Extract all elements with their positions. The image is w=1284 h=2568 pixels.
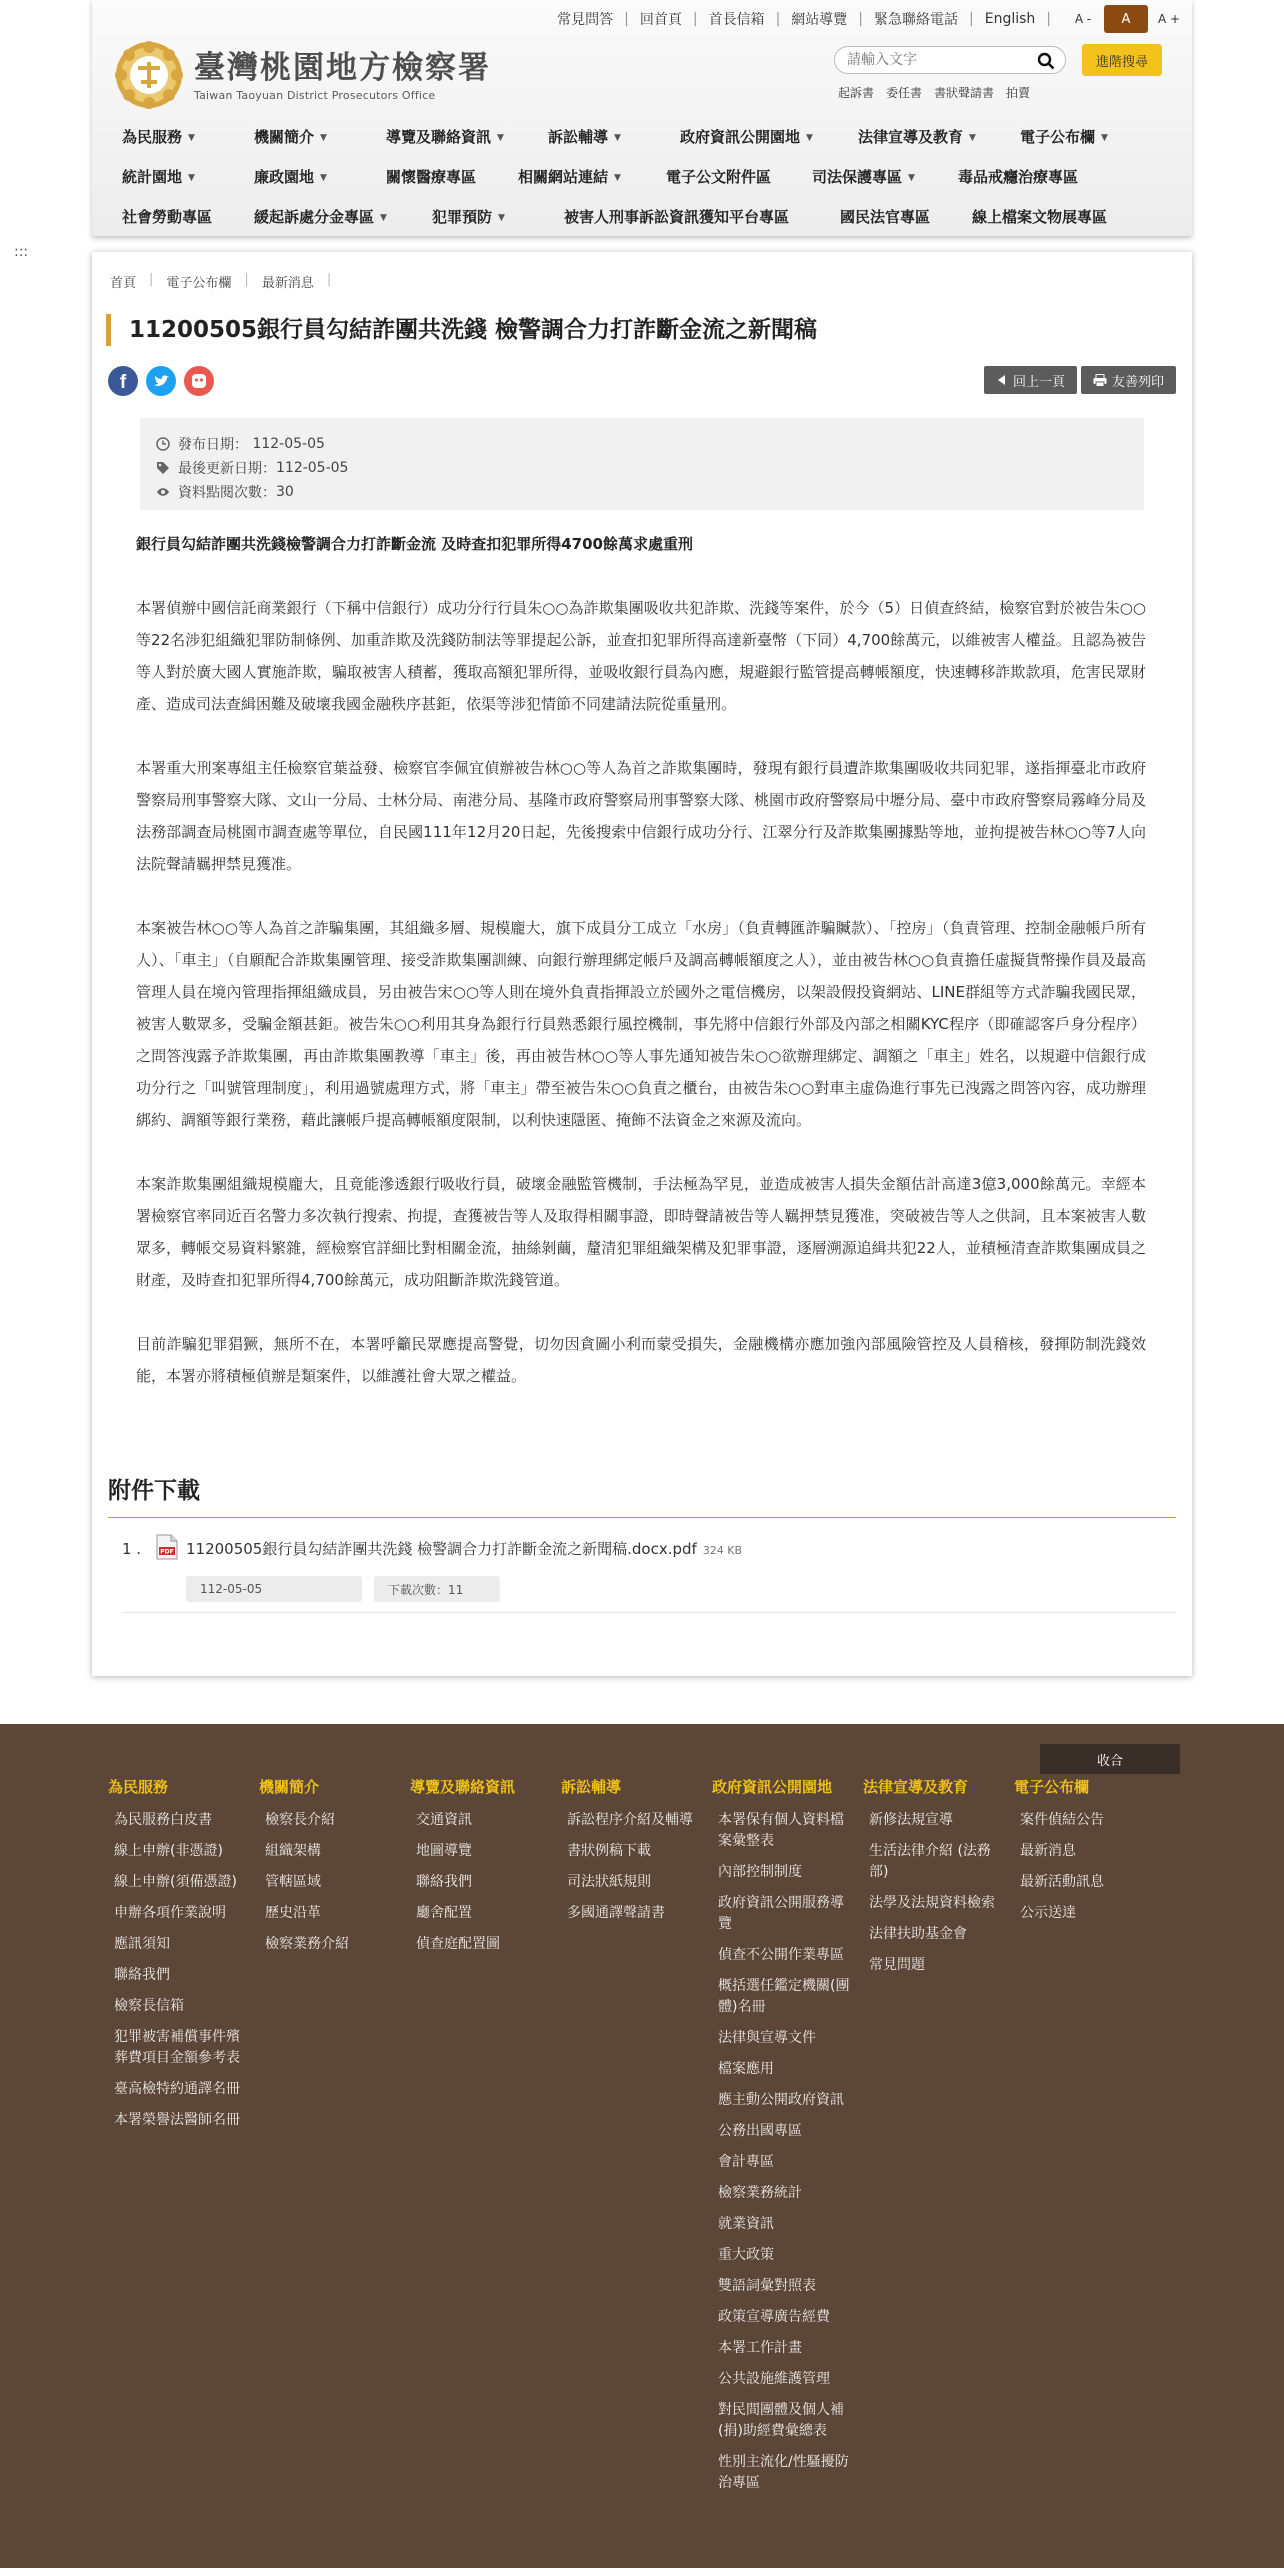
view-count: 資料點閱次數： 30 — [156, 480, 1128, 504]
footer-link[interactable]: 多國通譯聲請書 — [567, 1905, 665, 1921]
caret-down-icon: ▼ — [806, 133, 813, 143]
hotword-link[interactable]: 起訴書 — [838, 86, 875, 100]
attachment-date: 112-05-05 — [186, 1576, 362, 1602]
footer-link[interactable]: 檔案應用 — [718, 2061, 774, 2077]
hotword-link[interactable]: 委任書 — [886, 86, 923, 100]
footer-link[interactable]: 線上申辦(須備憑證) — [114, 1874, 237, 1890]
main-content — [92, 252, 1192, 1676]
footer-link[interactable]: 概括選任鑑定機關(團體)名冊 — [718, 1978, 850, 2015]
action-buttons — [984, 366, 1176, 394]
footer-link[interactable]: 就業資訊 — [718, 2216, 774, 2232]
footer-link[interactable]: 組織架構 — [265, 1843, 321, 1859]
nav-item-statistics[interactable]: 統計園地 ▼ — [122, 168, 195, 186]
nav-item-legal-education[interactable]: 法律宣導及教育 ▼ — [858, 128, 976, 146]
footer-column-title[interactable]: 政府資訊公開園地 — [712, 1778, 833, 1796]
search-icon[interactable] — [1037, 52, 1055, 70]
footer-link[interactable]: 法律扶助基金會 — [869, 1926, 967, 1942]
footer-column-title[interactable]: 為民服務 — [108, 1778, 169, 1796]
footer-link[interactable]: 書狀例稿下載 — [567, 1843, 651, 1859]
attachment-downloads: 下載次數：11 — [374, 1576, 500, 1602]
emblem-icon — [112, 38, 186, 112]
footer-link[interactable]: 管轄區域 — [265, 1874, 321, 1890]
font-size-medium-button[interactable]: A — [1104, 5, 1148, 33]
caret-down-icon: ▼ — [614, 173, 621, 183]
caret-down-icon: ▼ — [320, 173, 327, 183]
font-size-small-button[interactable]: A - — [1074, 12, 1092, 26]
nav-item-guide-contact[interactable]: 導覽及聯絡資訊 ▼ — [386, 128, 504, 146]
footer-link[interactable]: 訴訟程序介紹及輔導 — [567, 1812, 693, 1828]
nav-item-drug-treatment[interactable]: 毒品戒癮治療專區 — [958, 168, 1079, 186]
footer-link[interactable]: 為民服務白皮書 — [114, 1812, 212, 1828]
footer-link[interactable]: 線上申辦(非憑證) — [114, 1843, 223, 1859]
footer-link[interactable]: 聯絡我們 — [114, 1967, 170, 1983]
footer-link[interactable]: 聯絡我們 — [416, 1874, 472, 1890]
footer-link[interactable]: 新修法規宣導 — [869, 1812, 953, 1828]
nav-item-deferred-prosecution[interactable]: 緩起訴處分金專區 ▼ — [254, 208, 387, 226]
footer-link[interactable]: 應主動公開政府資訊 — [718, 2092, 844, 2108]
footer-link[interactable]: 檢察長信箱 — [114, 1998, 184, 2014]
footer-link[interactable]: 法律與宣導文件 — [718, 2030, 816, 2046]
footer-link[interactable]: 性別主流化/性騷擾防治專區 — [718, 2454, 849, 2491]
attachments-title: 附件下載 — [108, 1472, 1176, 1518]
font-size-large-button[interactable]: A + — [1157, 12, 1181, 26]
tag-icon — [156, 461, 170, 475]
nav-item-related-links[interactable]: 相關網站連結 ▼ — [518, 168, 621, 186]
toplink-english[interactable]: English — [984, 11, 1036, 27]
footer-link[interactable]: 公務出國專區 — [718, 2123, 802, 2139]
publish-date: 發布日期： 112-05-05 — [156, 432, 1128, 456]
nav-item-judicial-protection[interactable]: 司法保護專區 ▼ — [812, 168, 915, 186]
toplink-emergency[interactable]: 緊急聯絡電話 — [874, 12, 958, 28]
caret-down-icon: ▼ — [188, 173, 195, 183]
site-name-en: Taiwan Taoyuan District Prosecutors Office — [194, 88, 436, 102]
print-button[interactable]: 友善列印 — [1081, 366, 1176, 394]
footer-link[interactable]: 常見問題 — [869, 1957, 925, 1973]
plurk-icon — [184, 366, 214, 396]
footer-link[interactable]: 應訊須知 — [114, 1936, 170, 1952]
footer-column — [259, 1776, 399, 1965]
footer-link[interactable]: 案件偵結公告 — [1020, 1812, 1104, 1828]
site-header — [92, 0, 1192, 236]
nav-item-integrity[interactable]: 廉政園地 ▼ — [254, 168, 327, 186]
nav-item-victim-info[interactable]: 被害人刑事訴訟資訊獲知平台專區 — [564, 208, 790, 226]
footer-link[interactable]: 雙語詞彙對照表 — [718, 2278, 816, 2294]
breadcrumb-home[interactable]: 首頁 — [110, 276, 137, 291]
hot-keywords — [838, 84, 1030, 101]
site-logo[interactable] — [112, 38, 491, 112]
article-lead: 銀行員勾結詐團共洗錢檢警調合力打詐斷金流 及時查扣犯罪所得4700餘萬求處重刑 — [136, 535, 693, 553]
search-box — [834, 46, 1066, 74]
breadcrumb-news[interactable]: 最新消息 — [261, 276, 314, 291]
nav-item-citizen-judges[interactable]: 國民法官專區 — [840, 208, 931, 226]
nav-item-bulletin[interactable]: 電子公布欄 ▼ — [1020, 128, 1108, 146]
footer-column-title[interactable]: 機關簡介 — [259, 1778, 320, 1796]
footer-column — [108, 1776, 248, 2141]
hotword-link[interactable]: 書狀聲請書 — [934, 86, 995, 100]
footer-collapse-button[interactable]: 收合 — [1040, 1744, 1180, 1774]
pdf-file-icon — [156, 1534, 178, 1560]
nav-item-gov-info[interactable]: 政府資訊公開園地 ▼ — [680, 128, 813, 146]
footer-link[interactable]: 內部控制制度 — [718, 1864, 802, 1880]
last-update-date: 最後更新日期： 112-05-05 — [156, 456, 1128, 480]
footer-link[interactable]: 地圖導覽 — [416, 1843, 472, 1859]
footer-link[interactable]: 犯罪被害補償事件殯葬費項目金額參考表 — [114, 2029, 240, 2066]
caret-down-icon: ▼ — [380, 213, 387, 223]
plurk-share-button[interactable] — [184, 366, 214, 396]
footer-link[interactable]: 會計專區 — [718, 2154, 774, 2170]
caret-down-icon: ▼ — [320, 133, 327, 143]
footer-column — [561, 1776, 701, 1934]
footer-link[interactable]: 政府資訊公開服務導覽 — [718, 1895, 844, 1932]
footer-link[interactable]: 司法狀紙規則 — [567, 1874, 651, 1890]
social-share — [108, 366, 214, 396]
top-links: 常見問答 | 回首頁 | 首長信箱 | 網站導覽 | 緊急聯絡電話 | English | A - A A + — [557, 0, 1184, 38]
article-info — [140, 418, 1144, 510]
breadcrumb-bulletin[interactable]: 電子公布欄 — [166, 276, 232, 291]
print-icon — [1093, 374, 1107, 387]
facebook-icon — [108, 366, 138, 396]
site-footer — [0, 1724, 1284, 2568]
hotword-link[interactable]: 拍賣 — [1006, 86, 1031, 100]
caret-down-icon: ▼ — [969, 133, 976, 143]
footer-link[interactable]: 檢察業務統計 — [718, 2185, 802, 2201]
article-paragraph: 本署偵辦中國信託商業銀行（下稱中信銀行）成功分行行員朱○○為詐欺集團吸收共犯詐欺、洗錢等案件，於今（5）日偵查終結，檢察官對於被告朱○○等22名涉犯組織犯罪防制條例、加重詐欺及洗錢防制法等罪提起公訴，並查扣犯罪所得高達新臺幣（下同）4,700餘萬元，以維被害人權益。且認為被告等人對於廣大國人實施詐欺，騙取被害人積蓄，獲取高額犯罪所得，並吸收銀行員為內應，規避銀行監管提高轉帳額度，快速轉移詐欺款項，危害民眾財產、造成司法查緝困難及破壞我國金融秩序甚鉅，依渠等涉犯情節不同建請法院從重量刑。 — [136, 599, 1146, 713]
search-input[interactable] — [835, 47, 1025, 73]
nav-row — [92, 116, 1192, 156]
attachment-link[interactable]: 11200505銀行員勾結詐團共洗錢 檢警調合力打詐斷金流之新聞稿.docx.pdf 324 KB — [186, 1540, 743, 1558]
caret-down-icon: ▼ — [498, 213, 505, 223]
clock-icon — [156, 437, 170, 451]
main-nav — [92, 116, 1192, 236]
eye-icon — [156, 485, 170, 499]
footer-link[interactable]: 最新消息 — [1020, 1843, 1076, 1859]
toplink-mailbox[interactable]: 首長信箱 — [708, 12, 765, 28]
article-body — [136, 528, 1146, 1424]
nav-item-online-exhibition[interactable]: 線上檔案文物展專區 — [972, 208, 1108, 226]
nav-item-community-labor[interactable]: 社會勞動專區 — [122, 208, 213, 226]
toplink-sitemap[interactable]: 網站導覽 — [791, 12, 848, 28]
facebook-share-button[interactable] — [108, 366, 138, 396]
footer-column — [712, 1776, 852, 2504]
footer-link[interactable]: 檢察長介紹 — [265, 1812, 335, 1828]
footer-column-title[interactable]: 訴訟輔導 — [561, 1778, 622, 1796]
footer-link[interactable]: 偵查不公開作業專區 — [718, 1947, 844, 1963]
nav-item-about[interactable]: 機關簡介 ▼ — [254, 128, 327, 146]
attachment-size: 324 KB — [702, 1544, 743, 1557]
svg-text:PDF: PDF — [160, 1548, 174, 1556]
caret-down-icon: ▼ — [1101, 133, 1108, 143]
nav-row — [92, 156, 1192, 196]
nav-item-crime-prevention[interactable]: 犯罪預防 ▼ — [432, 208, 505, 226]
triangle-left-icon — [996, 374, 1008, 386]
footer-link[interactable]: 重大政策 — [718, 2247, 774, 2263]
footer-link[interactable]: 申辦各項作業說明 — [114, 1905, 226, 1921]
caret-down-icon: ▼ — [614, 133, 621, 143]
footer-column — [863, 1776, 1003, 1986]
twitter-icon — [146, 366, 176, 396]
article-paragraph: 本案詐欺集團組織規模龐大，且竟能滲透銀行吸收行員，破壞金融監管機制，手法極為罕見，並造成被害人損失金額估計高達3億3,000餘萬元。幸經本署檢察官率同近百名警力多次執行搜索、拘提，查獲被告等人及取得相關事證，即時聲請被告等人羈押禁見獲准，突破被告等人之供詞，且本案被害人數眾多，轉帳交易資料繁雜，經檢察官詳細比對相關金流，抽絲剝繭，釐清犯罪組織架構及犯罪事證，逐層溯源追緝共犯22人，並積極清查詐欺集團成員之財產，及時查扣犯罪所得4,700餘萬元，成功阻斷詐欺洗錢管道。 — [136, 1175, 1146, 1289]
twitter-share-button[interactable] — [146, 366, 176, 396]
footer-link[interactable]: 對民間團體及個人補(捐)助經費彙總表 — [718, 2402, 844, 2439]
article-paragraph: 目前詐騙犯罪猖獗，無所不在，本署呼籲民眾應提高警覺，切勿因貪圖小利而蒙受損失，金融機構亦應加強內部風險管控及人員稽核，發揮防制洗錢效能，本署亦將積極偵辦是類案件，以維護社會大眾之權益。 — [136, 1335, 1146, 1385]
article-paragraph: 本署重大刑案專組主任檢察官葉益發、檢察官李佩宜偵辦被告林○○等人為首之詐欺集團時，發現有銀行員遭詐欺集團吸收共同犯罪，遂指揮臺北市政府警察局刑事警察大隊、文山一分局、士林分局、南港分局、基隆市政府警察局刑事警察大隊、桃園市政府警察局中壢分局、臺中市政府警察局霧峰分局及法務部調查局桃園市調查處等單位，自民國111年12月20日起，先後搜索中信銀行成功分行、江翠分行及詐欺集團據點等地，並拘提被告林○○等7人向法院聲請羈押禁見獲准。 — [136, 759, 1146, 873]
footer-column-title[interactable]: 電子公布欄 — [1014, 1778, 1090, 1796]
attachment-index: 1 . — [122, 1540, 142, 1558]
toplink-faq[interactable]: 常見問答 — [557, 12, 614, 28]
footer-column — [410, 1776, 550, 1965]
footer-link[interactable]: 檢察業務介紹 — [265, 1936, 349, 1952]
footer-link[interactable]: 公共設施維護管理 — [718, 2371, 830, 2387]
footer-link[interactable]: 公示送達 — [1020, 1905, 1076, 1921]
footer-link[interactable]: 政策宣導廣告經費 — [718, 2309, 830, 2325]
article-paragraph: 本案被告林○○等人為首之詐騙集團，其組織多層、規模龐大，旗下成員分工成立「水房」（負責轉匯詐騙贓款）、「控房」（負責管理、控制金融帳戶所有人）、「車主」（自願配合詐欺集團管理、接受詐欺集團訓練、向銀行辦理綁定帳戶及調高轉帳額度之人），並由被告林○○負責擔任虛擬貨幣操作員及最高管理人員在境內管理指揮組織成員，另由被告宋○○等人則在境外負責指揮設立於國外之電信機房，以架設假投資網站、LINE群組等方式詐騙我國民眾，被害人數眾多，受騙金額甚鉅。被告朱○○利用其身為銀行行員熟悉銀行風控機制，事先將中信銀行外部及內部之相關KYC程序（即確認客戶身分程序）之問答洩露予詐欺集團，再由詐欺集團教導「車主」後，再由被告林○○等人事先通知被告朱○○欲辦理綁定、調額之「車主」姓名，以規避中信銀行成功分行之「叫號管理制度」，利用過號處理方式，將「車主」帶至被告朱○○負責之櫃台，由被告朱○○對車主虛偽進行事先已洩露之問答內容，成功辦理綁約、調額等銀行業務，藉此讓帳戶提高轉帳額度限制，以利快速隱匿、掩飾不法資金之來源及流向。 — [136, 919, 1146, 1129]
footer-link[interactable]: 最新活動訊息 — [1020, 1874, 1104, 1890]
footer-link[interactable]: 歷史沿革 — [265, 1905, 321, 1921]
footer-link[interactable]: 偵查庭配置圖 — [416, 1936, 500, 1952]
page-title: 11200505銀行員勾結詐團共洗錢 檢警調合力打詐斷金流之新聞稿 — [106, 314, 817, 346]
footer-link[interactable]: 本署保有個人資料檔案彙整表 — [718, 1812, 844, 1849]
nav-item-medical-care[interactable]: 關懷醫療專區 — [386, 168, 477, 186]
site-name-cn: 臺灣桃園地方檢察署 — [194, 49, 491, 86]
divider — [122, 1612, 1176, 1613]
footer-link[interactable]: 臺高檢特約通譯名冊 — [114, 2081, 240, 2097]
footer-column-title[interactable]: 法律宣導及教育 — [863, 1778, 969, 1796]
footer-link[interactable]: 本署榮譽法醫師名冊 — [114, 2112, 240, 2128]
nav-item-litigation[interactable]: 訴訟輔導 ▼ — [548, 128, 621, 146]
svg-text:f: f — [119, 372, 127, 393]
footer-link[interactable]: 法學及法規資料檢索 — [869, 1895, 995, 1911]
footer-column — [1014, 1776, 1154, 1934]
footer-link[interactable]: 生活法律介紹 (法務部) — [869, 1843, 991, 1880]
footer-column-title[interactable]: 導覽及聯絡資訊 — [410, 1778, 516, 1796]
nav-row — [92, 196, 1192, 236]
nav-item-citizen-services[interactable]: 為民服務 ▼ — [122, 128, 195, 146]
accesskey-content[interactable]: ::: — [14, 244, 29, 260]
caret-down-icon: ▼ — [188, 133, 195, 143]
footer-link[interactable]: 本署工作計畫 — [718, 2340, 802, 2356]
caret-down-icon: ▼ — [908, 173, 915, 183]
toplink-home[interactable]: 回首頁 — [639, 12, 682, 28]
footer-link[interactable]: 廳舍配置 — [416, 1905, 472, 1921]
back-button[interactable]: 回上一頁 — [984, 366, 1077, 394]
breadcrumb: 首頁 | 電子公布欄 | 最新消息 | — [110, 272, 332, 291]
caret-down-icon: ▼ — [497, 133, 504, 143]
nav-item-e-documents[interactable]: 電子公文附件區 — [666, 168, 772, 186]
advanced-search-button[interactable]: 進階搜尋 — [1082, 44, 1162, 76]
footer-link[interactable]: 交通資訊 — [416, 1812, 472, 1828]
